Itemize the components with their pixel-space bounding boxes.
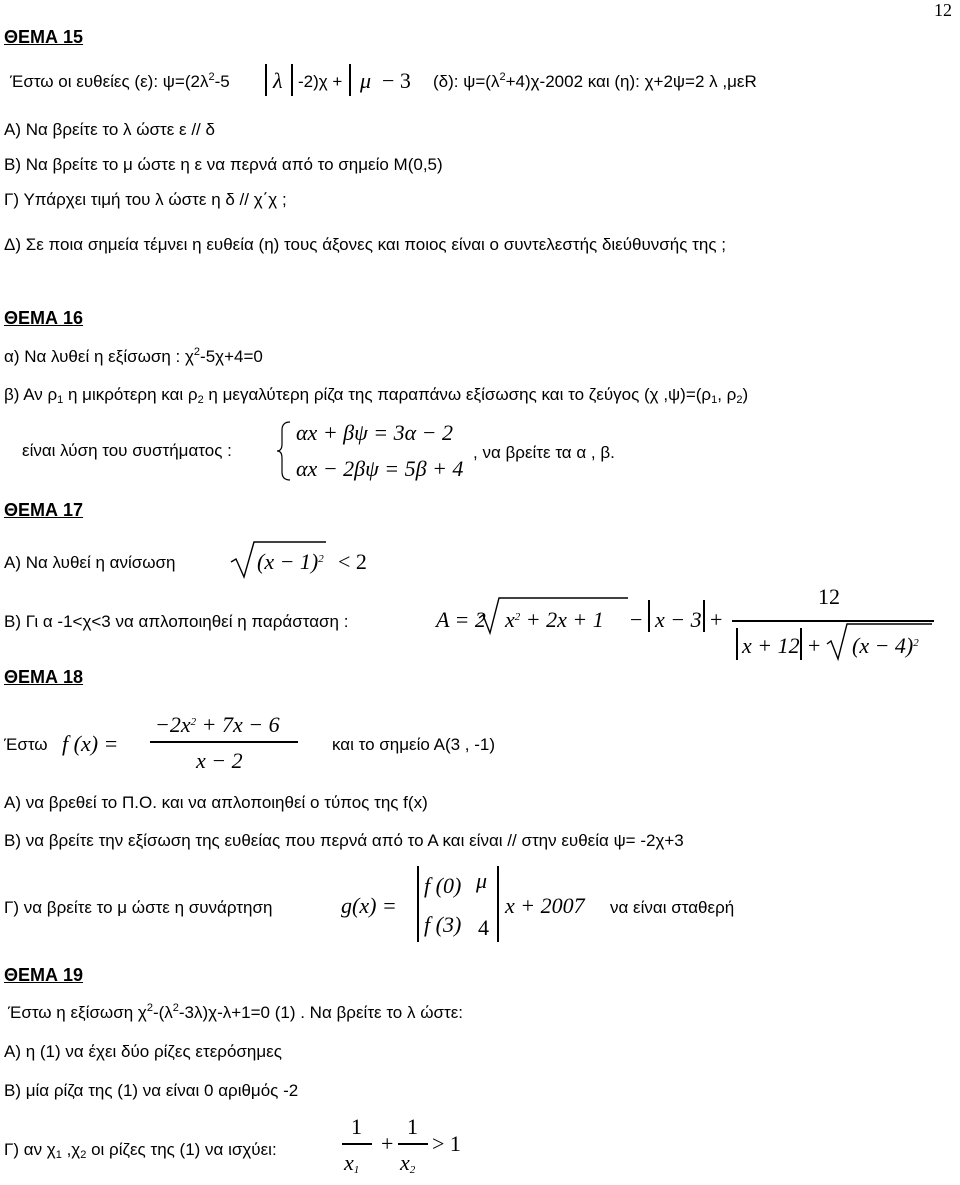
t16-system-tail: , να βρείτε τα α , β. xyxy=(473,443,615,462)
t19-frac1-denominator xyxy=(344,1150,359,1175)
t15-intro-e: +4)χ-2002 και (η): χ+2ψ=2 λ ,μεR xyxy=(505,72,757,91)
fraction-bar xyxy=(150,741,298,743)
t18-estw: Έστω xyxy=(4,735,48,754)
t18-num-rest: + 7x − 6 xyxy=(196,712,280,737)
t16-equation-1: αx + βψ = 3α − 2 xyxy=(296,420,454,445)
t16-b-sub3: 1 xyxy=(711,394,718,406)
t17-b-plus: + xyxy=(710,607,723,632)
t16-question-b xyxy=(4,385,748,405)
t15-mu: μ xyxy=(360,68,372,93)
t18-question-a: Α) να βρεθεί το Π.Ο. και να απλοποιηθεί ο τύπος της f(x) xyxy=(4,793,428,812)
t16-a-1: α) Να λυθεί η εξίσωση : χ xyxy=(4,347,194,366)
t17-b-rad: x xyxy=(505,607,515,632)
t17-b-den-abs: x + 12 xyxy=(742,633,800,658)
t15-intro-sup: 2 xyxy=(208,71,215,83)
t19-frac1-den: x xyxy=(344,1150,354,1175)
heading-theme-15: ΘΕΜΑ 15 xyxy=(4,27,84,47)
t19-intro-sup2: 2 xyxy=(172,1002,179,1014)
t17-b-radsup: 2 xyxy=(514,611,521,623)
heading-theme-17: ΘΕΜΑ 17 xyxy=(4,500,84,520)
t16-b-sub4: 2 xyxy=(736,394,743,406)
t15-intro-c: -2)χ + xyxy=(298,72,343,91)
t17-b-den-radicand xyxy=(852,633,919,658)
t18-det-r2c1: f (3) xyxy=(424,912,462,937)
t19-frac2-sub: 2 xyxy=(409,1164,416,1176)
t16-system-label: είναι λύση του συστήματος : xyxy=(22,441,232,460)
t17-b-den-plus: + xyxy=(808,633,821,658)
t15-intro xyxy=(10,72,230,92)
t17-b-A: A = 2 xyxy=(436,607,486,632)
t16-b-3: η μεγαλύτερη ρίζα της παραπάνω εξίσωσης και το ζεύγος (χ ,ψ)=(ρ xyxy=(203,385,712,404)
t15-question-b: Β) Να βρείτε το μ ώστε η ε να περνά από το σημείο Μ(0,5) xyxy=(4,155,443,174)
t18-num-sup: 2 xyxy=(190,716,197,728)
t15-intro-sup-b: 2 xyxy=(499,71,506,83)
heading-theme-19: ΘΕΜΑ 19 xyxy=(4,965,84,985)
t17-b-den-sup: 2 xyxy=(913,637,919,649)
t18-question-c-tail: να είναι σταθερή xyxy=(610,898,735,917)
determinant-bar xyxy=(497,866,499,942)
t19-intro xyxy=(8,1003,463,1023)
abs-bar xyxy=(800,628,802,660)
t17-question-a-label: Α) Να λυθεί η ανίσωση xyxy=(4,553,176,572)
t18-denominator: x − 2 xyxy=(196,748,243,773)
t17-b-minus: − xyxy=(630,607,643,632)
t17-b-den-rad: (x − 4) xyxy=(852,633,914,658)
t18-question-b: Β) να βρείτε την εξίσωση της ευθείας που περνά από το Α και είναι // στην ευθεία ψ= -2χ+3 xyxy=(4,831,684,850)
abs-bar xyxy=(349,64,351,96)
determinant-bar xyxy=(417,866,419,942)
abs-bar xyxy=(703,600,705,632)
t15-intro-b: -5 xyxy=(214,72,230,91)
t17-b-rad2: + 2x + 1 xyxy=(520,607,604,632)
t16-b-1: β) Αν ρ xyxy=(4,385,58,404)
t19-question-b: Β) μία ρίζα της (1) να είναι 0 αριθμός -2 xyxy=(4,1081,299,1100)
t18-question-c-label: Γ) να βρείτε το μ ώστε η συνάρτηση xyxy=(4,898,273,917)
t19-frac1-numerator: 1 xyxy=(351,1114,362,1139)
t19-intro-sup1: 2 xyxy=(146,1002,153,1014)
t19-c-sub2: 2 xyxy=(80,1149,87,1161)
t18-g-rhs: x + 2007 xyxy=(505,893,585,918)
t18-f-lhs: f (x) = xyxy=(62,731,119,756)
t17-b-abs: x − 3 xyxy=(655,607,702,632)
t16-b-sub1: 1 xyxy=(57,394,64,406)
t19-frac2-numerator: 1 xyxy=(407,1114,418,1139)
abs-bar xyxy=(291,64,293,96)
page-number: 12 xyxy=(934,0,952,20)
t17-a-rhs: < 2 xyxy=(338,549,367,574)
abs-bar xyxy=(265,64,267,96)
t15-minus3: − 3 xyxy=(382,68,411,93)
t19-c-3: οι ρίζες της (1) να ισχύει: xyxy=(86,1140,277,1159)
t19-rhs: > 1 xyxy=(432,1131,461,1156)
t16-question-a xyxy=(4,347,263,367)
t15-question-a: Α) Να βρείτε το λ ώστε ε // δ xyxy=(4,120,215,139)
abs-bar xyxy=(648,600,650,632)
t19-frac2-den: x xyxy=(400,1150,410,1175)
t17-b-radicand xyxy=(505,607,604,632)
t16-b-5: ) xyxy=(742,385,749,404)
t19-plus: + xyxy=(381,1131,394,1156)
t17-a-rad: (x − 1) xyxy=(257,549,319,574)
t15-lambda: λ xyxy=(273,68,283,93)
t17-question-b-label: Β) Γι α -1<χ<3 να απλοποιηθεί η παράσταση : xyxy=(4,612,349,631)
t18-det-r1c1: f (0) xyxy=(424,873,462,898)
t17-a-sup: 2 xyxy=(318,553,324,565)
t15-intro-a: Έστω οι ευθείες (ε): ψ=(2λ xyxy=(10,72,209,91)
t16-b-2: η μικρότερη και ρ xyxy=(63,385,198,404)
t16-equation-2: αx − 2βψ = 5β + 4 xyxy=(296,456,464,481)
t17-a-radicand xyxy=(257,549,324,574)
t15-intro-delta xyxy=(433,72,757,92)
t18-det-r1c2: μ xyxy=(476,868,488,893)
t18-point: και το σημείο Α(3 , -1) xyxy=(332,735,496,754)
t19-intro-3: -3λ)χ-λ+1=0 (1) . Να βρείτε το λ ώστε: xyxy=(178,1003,463,1022)
system-brace-icon xyxy=(276,420,292,482)
t16-a-2: -5χ+4=0 xyxy=(200,347,263,366)
t19-intro-2: -(λ xyxy=(152,1003,173,1022)
t18-g-lhs: g(x) = xyxy=(341,893,397,918)
t16-a-sup: 2 xyxy=(193,346,201,358)
t19-c-sub1: 1 xyxy=(55,1149,62,1161)
heading-theme-16: ΘΕΜΑ 16 xyxy=(4,308,84,328)
t15-question-d: Δ) Σε ποια σημεία τέμνει η ευθεία (η) τους άξονες και ποιος είναι ο συντελεστής διεύθυνσής της ; xyxy=(4,235,726,254)
t19-c-1: Γ) αν χ xyxy=(4,1140,56,1159)
t18-num: −2x xyxy=(155,712,191,737)
t19-intro-1: Έστω η εξίσωση χ xyxy=(8,1003,147,1022)
t18-numerator xyxy=(155,712,280,737)
t19-c-2: ,χ xyxy=(61,1140,81,1159)
abs-bar xyxy=(736,628,738,660)
t19-frac1-sub: 1 xyxy=(353,1164,360,1176)
t15-intro-d: (δ): ψ=(λ xyxy=(433,72,500,91)
fraction-bar xyxy=(342,1143,372,1145)
t18-det-r2c2: 4 xyxy=(478,915,489,940)
t16-b-4: , ρ xyxy=(717,385,737,404)
heading-theme-18: ΘΕΜΑ 18 xyxy=(4,667,84,687)
t17-b-numerator: 12 xyxy=(818,584,840,609)
t19-question-c-label xyxy=(4,1140,277,1160)
t19-question-a: Α) η (1) να έχει δύο ρίζες ετερόσημες xyxy=(4,1042,282,1061)
t15-question-c: Γ) Υπάρχει τιμή του λ ώστε η δ // χ΄χ ; xyxy=(4,190,287,209)
t16-b-sub2: 2 xyxy=(197,394,204,406)
fraction-bar xyxy=(398,1143,428,1145)
t19-frac2-denominator xyxy=(400,1150,415,1175)
